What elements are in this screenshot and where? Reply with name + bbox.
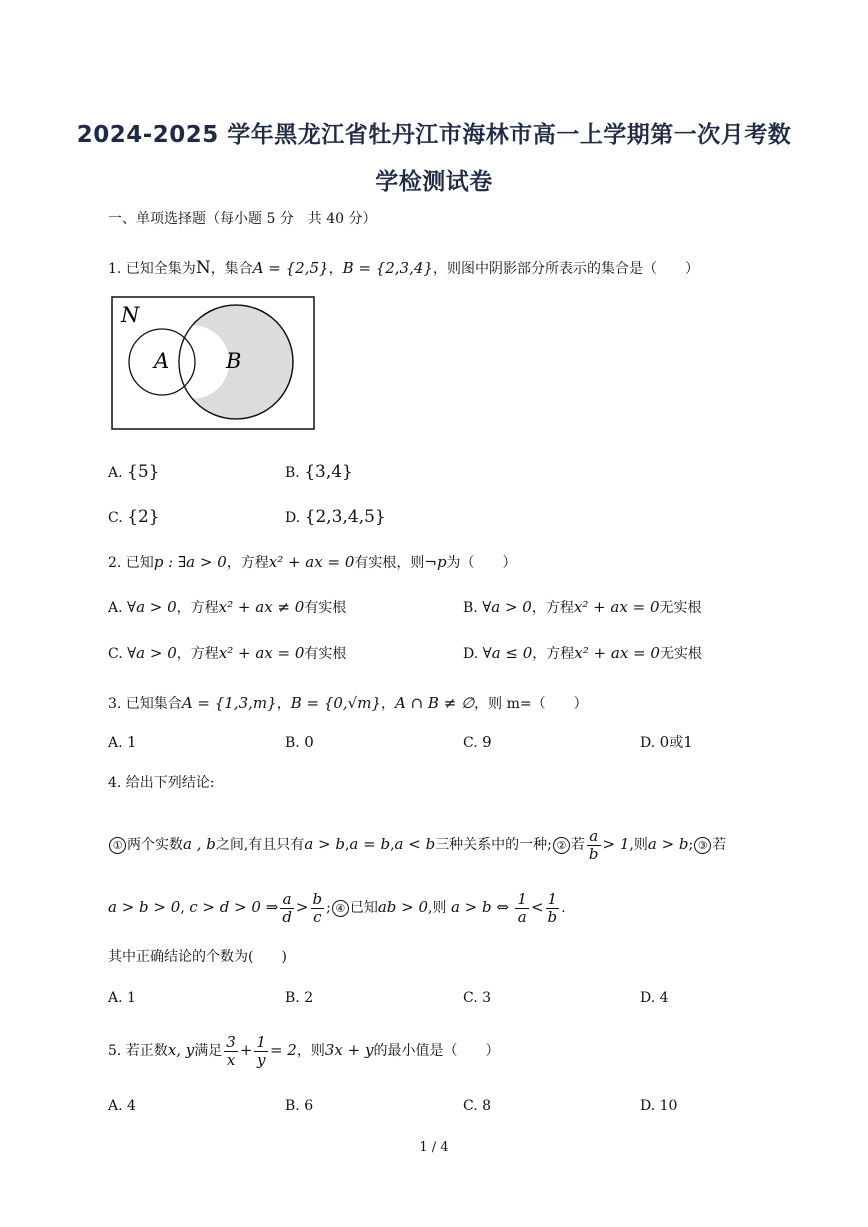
option-tail: 无实根: [659, 646, 702, 662]
option-quantifier: ∀a > 0: [482, 598, 532, 616]
q4-ab: a , b: [183, 835, 216, 853]
option-label: A.: [108, 600, 123, 616]
q3-set-b: B = {0,√m}: [290, 694, 381, 712]
question-3: [108, 693, 588, 714]
q4-fraction-1-a: [515, 891, 529, 926]
option-label: C.: [108, 646, 123, 662]
q2-neg-p: ¬p: [424, 553, 447, 571]
q4-cond3a: a > b > 0: [108, 898, 181, 916]
option-label: B.: [463, 600, 478, 616]
q1-option-d[interactable]: [285, 507, 386, 528]
option-value: {2,3,4,5}: [304, 507, 386, 527]
venn-label-universe: N: [121, 303, 140, 327]
section-heading: 一、单项选择题（每小题 5 分 共 40 分）: [108, 211, 377, 227]
venn-label-b: B: [226, 349, 242, 373]
q1-option-b[interactable]: [285, 462, 353, 483]
frac-denominator: d: [282, 907, 292, 926]
q4-line1: ① 两个实数a , b之间,有且只有a > b,a = b,a < b三种关系中的一种; ② 若 $\frac{a}{b}$ > 1,则a > b; ③ 若: [108, 826, 726, 863]
q5-fraction-1-y: [254, 1034, 268, 1069]
q4-fraction-a-d: [280, 891, 294, 926]
q1-set-a: A = {2,5}: [252, 259, 329, 277]
q2-equation: x² + ax = 0: [268, 553, 355, 571]
q5-option-b[interactable]: B. 6: [285, 1098, 314, 1114]
q4-r3: a < b: [394, 835, 436, 853]
option-mid: ，方程: [532, 646, 575, 662]
q3-option-d[interactable]: [640, 732, 693, 753]
option-value: 0: [304, 733, 314, 751]
q2-mid: ，方程: [226, 555, 269, 571]
q5-option-d[interactable]: D. 10: [640, 1098, 678, 1114]
option-or: 或: [669, 735, 684, 751]
option-label: C.: [108, 510, 123, 526]
doc-title-line1: 2024-2025 学年黑龙江省牡丹江市海林市高一上学期第一次月考数: [76, 122, 792, 148]
q5-xy: x, y: [167, 1041, 195, 1059]
option-quantifier: ∀a ≤ 0: [482, 644, 533, 662]
q5-fraction-3-x: [224, 1034, 238, 1069]
frac-denominator: y: [256, 1050, 266, 1069]
q3-set-a: A = {1,3,m}: [181, 694, 277, 712]
q4-option-a[interactable]: A. 1: [108, 990, 136, 1006]
q2-tail1: 有实根，则: [354, 555, 425, 571]
q2-option-a[interactable]: [108, 597, 346, 618]
q4-gt1: > 1: [602, 835, 630, 853]
q4-fraction-1-b: [546, 891, 560, 926]
circle-num-1: ①: [109, 837, 126, 854]
frac-numerator: a: [280, 891, 294, 909]
q4-option-c[interactable]: C. 3: [463, 990, 492, 1006]
option-value: 9: [482, 733, 492, 751]
q4-option-d[interactable]: D. 4: [640, 990, 669, 1006]
question-4: 4. 给出下列结论:: [108, 775, 215, 791]
q3-tail: ，则 m=（ ）: [474, 696, 588, 712]
option-label: C.: [463, 735, 478, 751]
q3-comma: ，: [276, 696, 291, 712]
option-value: {5}: [127, 462, 160, 482]
q4-fraction-a-b: [587, 828, 601, 863]
q5-expr: 3x + y: [324, 1041, 374, 1059]
question-5: [108, 1030, 499, 1071]
venn-label-a: A: [154, 349, 170, 373]
venn-diagram: [111, 296, 315, 430]
q4-end: .: [561, 900, 566, 916]
q3-option-b[interactable]: [285, 732, 314, 753]
q2-proposition: p : ∃a > 0: [153, 553, 227, 571]
q4-ask: 其中正确结论的个数为( ): [108, 949, 287, 965]
q1-mid: ，集合: [210, 261, 253, 277]
q4-s1c: 三种关系中的一种;: [435, 837, 552, 853]
q1-universe: N: [195, 258, 211, 278]
q4-s2a: 若: [570, 837, 585, 853]
option-mid: ，方程: [176, 646, 219, 662]
q3-option-a[interactable]: [108, 732, 137, 753]
option-mid: ，方程: [176, 600, 219, 616]
q4-s3a: 若: [712, 837, 727, 853]
q1-tail: ，则图中阴影部分所表示的集合是（ ）: [432, 261, 699, 277]
q4-gt: >: [295, 898, 309, 916]
q2-option-c[interactable]: [108, 643, 346, 664]
q1-set-b: B = {2,3,4}: [342, 259, 433, 277]
q1-comma: ，: [328, 261, 343, 277]
option-value: {2}: [127, 507, 160, 527]
option-tail: 有实根: [304, 600, 347, 616]
q3-num: 3. 已知集合: [108, 696, 182, 712]
option-label: B.: [285, 735, 300, 751]
q5-option-c[interactable]: C. 8: [463, 1098, 492, 1114]
q4-line2: a > b > 0, c > d > 0 ⇒ $\frac{a}{d}$ > $\frac{b}{c}$ ; ④ 已知ab > 0,则 a > b ⇔ $\frac{1}{a}$ < $\frac{1}{b}$ .: [108, 889, 566, 926]
option-label: D.: [463, 646, 479, 662]
frac-denominator: b: [547, 907, 558, 926]
q1-option-a[interactable]: [108, 462, 159, 483]
frac-numerator: a: [587, 828, 601, 846]
q4-s2b: ,则: [629, 837, 648, 853]
q4-cond4b: a > b ⇔: [450, 898, 509, 916]
q4-r1: a > b: [304, 835, 345, 853]
option-value: 1: [127, 733, 137, 751]
frac-numerator: 1: [256, 1032, 266, 1051]
q3-condition: A ∩ B ≠ ∅: [395, 694, 475, 712]
option-quantifier: ∀a > 0: [127, 644, 177, 662]
q4-lt: <: [530, 898, 544, 916]
option-equation: x² + ax ≠ 0: [218, 598, 305, 616]
option-label: B.: [285, 465, 300, 481]
option-equation: x² + ax = 0: [218, 644, 305, 662]
q2-tail2: 为（ ）: [446, 555, 517, 571]
option-quantifier: ∀a > 0: [127, 598, 177, 616]
q5-eq: = 2: [269, 1041, 297, 1059]
circle-num-2: ②: [553, 837, 570, 854]
option-value: {3,4}: [304, 462, 353, 482]
question-2: [108, 552, 517, 573]
option-label: A.: [108, 735, 123, 751]
q5-mid2: ，则: [296, 1043, 325, 1059]
frac-numerator: 1: [517, 889, 527, 908]
q4-cond4: ab > 0: [377, 898, 429, 916]
q2-option-d[interactable]: [463, 643, 702, 664]
q4-r4: a > b: [647, 835, 689, 853]
q4-cond3b: c > d > 0 ⇒: [189, 898, 279, 916]
q4-option-b[interactable]: B. 2: [285, 990, 314, 1006]
q2-num: 2. 已知: [108, 555, 154, 571]
q5-mid: 满足: [194, 1043, 223, 1059]
q4-r2: a = b: [349, 835, 391, 853]
frac-denominator: a: [517, 907, 527, 926]
q1-num: 1. 已知全集为: [108, 261, 196, 277]
q3-comma2: ，: [381, 696, 395, 712]
option-label: A.: [108, 465, 123, 481]
q5-tail: 的最小值是（ ）: [373, 1043, 500, 1059]
option-tail: 有实根: [304, 646, 347, 662]
q4-s1a: 两个实数: [127, 837, 183, 853]
q5-num: 5. 若正数: [108, 1043, 168, 1059]
page-number: 1 / 4: [419, 1140, 449, 1155]
q4-s1b: 之间,有且只有: [215, 837, 305, 853]
option-value2: 1: [683, 733, 693, 751]
q4-s4b: ,则: [428, 900, 447, 916]
circle-num-3: ③: [694, 837, 711, 854]
circle-num-4: ④: [332, 900, 349, 917]
q2-option-b[interactable]: [463, 597, 702, 618]
q4-s4a: 已知: [349, 900, 378, 916]
option-equation: x² + ax = 0: [573, 598, 660, 616]
option-value: 0: [659, 733, 670, 751]
option-tail: 无实根: [659, 600, 702, 616]
frac-denominator: x: [226, 1050, 236, 1069]
frac-numerator: 3: [226, 1032, 236, 1051]
doc-title-line2: 学检测试卷: [375, 169, 493, 195]
q3-option-c[interactable]: [463, 732, 492, 753]
q5-option-a[interactable]: A. 4: [108, 1098, 136, 1114]
frac-numerator: 1: [546, 891, 560, 909]
question-1: [108, 258, 699, 279]
frac-numerator: b: [312, 889, 323, 908]
option-equation: x² + ax = 0: [574, 644, 660, 662]
frac-denominator: b: [588, 844, 599, 863]
option-label: D.: [285, 510, 301, 526]
frac-denominator: c: [313, 907, 322, 926]
q4-fraction-b-c: [311, 891, 325, 926]
option-mid: ，方程: [531, 600, 574, 616]
q5-plus: +: [239, 1041, 253, 1059]
q1-option-c[interactable]: [108, 507, 160, 528]
option-label: D.: [640, 735, 656, 751]
